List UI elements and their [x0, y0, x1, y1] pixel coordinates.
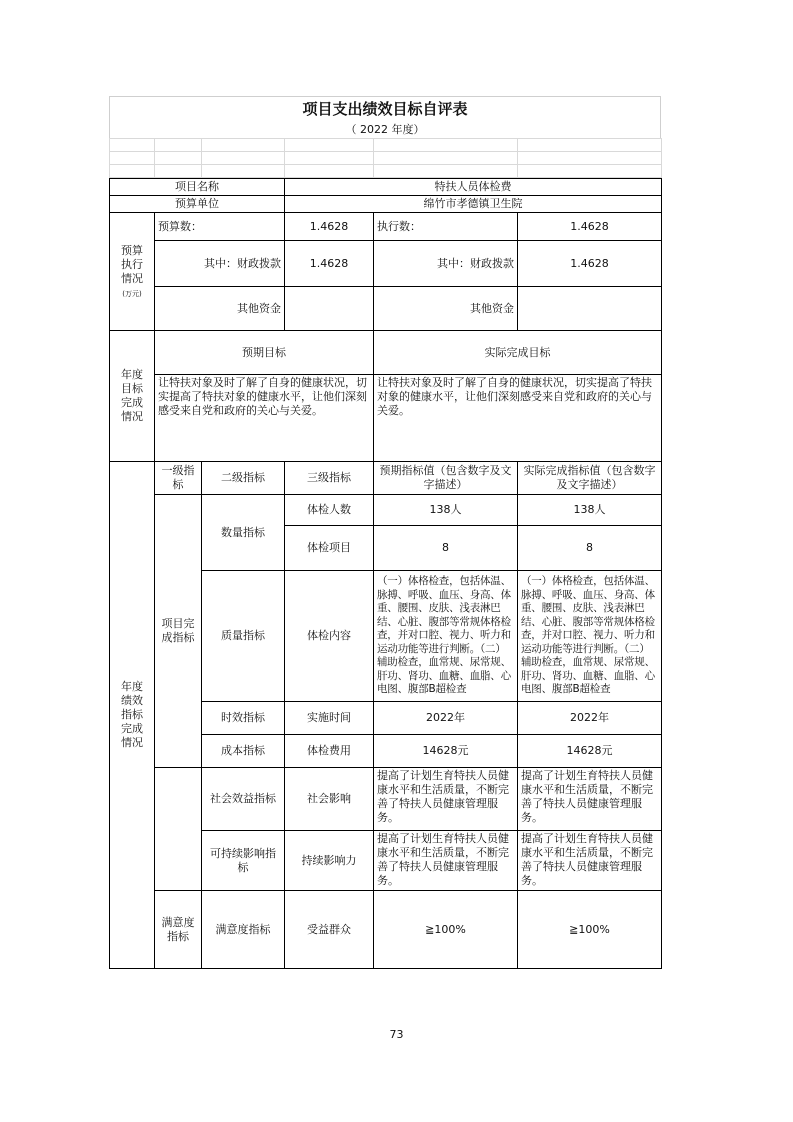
output-group-label: 项目完成指标: [155, 495, 202, 768]
other-funds-exec-value: [518, 287, 662, 331]
fiscal-label: 其中：财政拨款: [155, 241, 285, 287]
header-level2: 二级指标: [202, 462, 285, 495]
section-label-line: 情况: [121, 271, 143, 285]
section-label-line: 预算: [121, 243, 143, 257]
budget-unit-label: 预算单位: [110, 196, 285, 213]
fiscal-exec-value: 1.4628: [518, 241, 662, 287]
actual-cell: 提高了计划生育特扶人员健康水平和生活质量，不断完善了特扶人员健康管理服务。: [518, 768, 662, 831]
grid-cell: [110, 139, 155, 152]
goal-text-row: [110, 375, 662, 462]
level2-cell: 社会效益指标: [202, 768, 285, 831]
actual-cell: 8: [518, 526, 662, 571]
fiscal-budget-value: 1.4628: [285, 241, 374, 287]
level2-cell: 可持续影响指标: [202, 831, 285, 891]
indicator-row: [110, 495, 662, 526]
grid-cell: [202, 139, 285, 152]
grid-cell: [155, 139, 202, 152]
section-label-line: 指标: [121, 708, 143, 721]
expected-goal-text: 让特扶对象及时了解了自身的健康状况，切实提高了特扶对象的健康水平，让他们深刻感受来自党和政府的关心与关爱。: [155, 375, 374, 462]
fiscal-row: [110, 241, 662, 287]
indicator-row: [110, 891, 662, 969]
level2-cell: 满意度指标: [202, 891, 285, 969]
page-number: 73: [389, 1028, 404, 1041]
grid-cell: [374, 139, 518, 152]
exec-amount-value: 1.4628: [518, 213, 662, 241]
actual-cell: 提高了计划生育特扶人员健康水平和生活质量，不断完善了特扶人员健康管理服务。: [518, 831, 662, 891]
other-funds-label: 其他资金: [155, 287, 285, 331]
header-actual: 实际完成指标值（包含数字及文字描述）: [518, 462, 662, 495]
level2-cell: 数量指标: [202, 495, 285, 571]
goal-header-row: [110, 331, 662, 375]
level3-cell: 实施时间: [285, 702, 374, 735]
level3-cell: 体检费用: [285, 735, 374, 768]
expected-cell: 提高了计划生育特扶人员健康水平和生活质量，不断完善了特扶人员健康管理服务。: [374, 831, 518, 891]
level3-cell: 持续影响力: [285, 831, 374, 891]
section-label-line: 完成: [121, 722, 143, 735]
grid-cell: [110, 152, 155, 165]
evaluation-sheet: [109, 96, 661, 969]
blank-row: [110, 139, 662, 152]
budget-section-label: [110, 213, 155, 331]
project-name-value: 特扶人员体检费: [285, 179, 662, 196]
satisfaction-group-label: 满意度指标: [155, 891, 202, 969]
budget-row: [110, 213, 662, 241]
self-evaluation-table: [109, 178, 662, 969]
fiscal-exec-label: 其中：财政拨款: [374, 241, 518, 287]
indicator-row: [110, 768, 662, 831]
expected-cell: 138人: [374, 495, 518, 526]
expected-cell: 2022年: [374, 702, 518, 735]
blank-grid: [109, 138, 662, 178]
header-level1: 一级指标: [155, 462, 202, 495]
level2-cell: 成本指标: [202, 735, 285, 768]
level3-cell: 社会影响: [285, 768, 374, 831]
grid-cell: [202, 152, 285, 165]
expected-goal-header: 预期目标: [155, 331, 374, 375]
grid-cell: [518, 165, 662, 178]
actual-goal-header: 实际完成目标: [374, 331, 662, 375]
grid-cell: [374, 165, 518, 178]
grid-cell: [285, 165, 374, 178]
expected-cell: 提高了计划生育特扶人员健康水平和生活质量，不断完善了特扶人员健康管理服务。: [374, 768, 518, 831]
indicator-header-row: [110, 462, 662, 495]
grid-cell: [202, 165, 285, 178]
actual-cell: 14628元: [518, 735, 662, 768]
section-label-line: 情况: [121, 410, 143, 423]
actual-cell: 138人: [518, 495, 662, 526]
level3-cell: 体检项目: [285, 526, 374, 571]
budget-unit-value: 绵竹市孝德镇卫生院: [285, 196, 662, 213]
section-label-line: 年度: [121, 368, 143, 381]
expected-cell: 14628元: [374, 735, 518, 768]
section-label-line: 完成: [121, 396, 143, 409]
level2-cell: 质量指标: [202, 571, 285, 702]
level3-cell: 体检内容: [285, 571, 374, 702]
grid-cell: [155, 152, 202, 165]
budget-amount-label: 预算数：: [155, 213, 285, 241]
level3-cell: 体检人数: [285, 495, 374, 526]
goal-section-label: [110, 331, 155, 462]
page-title: 项目支出绩效目标自评表: [109, 96, 661, 121]
section-label-line: 情况: [121, 736, 143, 749]
section-label-line: 绩效: [121, 694, 143, 707]
grid-cell: [155, 165, 202, 178]
grid-cell: [374, 152, 518, 165]
section-label-line: 目标: [121, 382, 143, 395]
blank-row: [110, 165, 662, 178]
header-level3: 三级指标: [285, 462, 374, 495]
level3-cell: 受益群众: [285, 891, 374, 969]
section-label-line: 年度: [121, 680, 143, 693]
project-name-label: 项目名称: [110, 179, 285, 196]
grid-cell: [285, 139, 374, 152]
expected-cell: 8: [374, 526, 518, 571]
grid-cell: [518, 139, 662, 152]
grid-cell: [110, 165, 155, 178]
indicator-section-label: [110, 462, 155, 969]
section-label-line: 执行: [121, 257, 143, 271]
other-funds-exec-label: 其他资金: [374, 287, 518, 331]
benefit-group-label: [155, 768, 202, 891]
budget-amount-value: 1.4628: [285, 213, 374, 241]
year-subtitle: （ 2022 年度）: [109, 121, 661, 138]
other-funds-row: [110, 287, 662, 331]
blank-row: [110, 152, 662, 165]
actual-cell: ≧100%: [518, 891, 662, 969]
grid-cell: [518, 152, 662, 165]
header-expected: 预期指标值（包含数字及文字描述）: [374, 462, 518, 495]
grid-cell: [285, 152, 374, 165]
exec-amount-label: 执行数：: [374, 213, 518, 241]
budget-unit-row: [110, 196, 662, 213]
actual-cell: （一）体格检查，包括体温、脉搏、呼吸、血压、身高、体重、腰围、皮肤、浅表淋巴结、心脏、腹部等常规体格检查，并对口腔、视力、听力和运动功能等进行判断。（二）辅助检查，血常规、尿常规、肝功、肾功、血糖、血脂、心电图、腹部B超检查: [518, 571, 662, 702]
project-name-row: [110, 179, 662, 196]
section-unit: (万元): [122, 289, 142, 298]
expected-cell: ≧100%: [374, 891, 518, 969]
other-funds-budget-value: [285, 287, 374, 331]
actual-goal-text: 让特扶对象及时了解了自身的健康状况，切实提高了特扶对象的健康水平，让他们深刻感受来自党和政府的关心与关爱。: [374, 375, 662, 462]
expected-cell: （一）体格检查，包括体温、脉搏、呼吸、血压、身高、体重、腰围、皮肤、浅表淋巴结、心脏、腹部等常规体格检查，并对口腔、视力、听力和运动功能等进行判断。（二）辅助检查，血常规、尿常规、肝功、肾功、血糖、血脂、心电图、腹部B超检查: [374, 571, 518, 702]
level2-cell: 时效指标: [202, 702, 285, 735]
actual-cell: 2022年: [518, 702, 662, 735]
